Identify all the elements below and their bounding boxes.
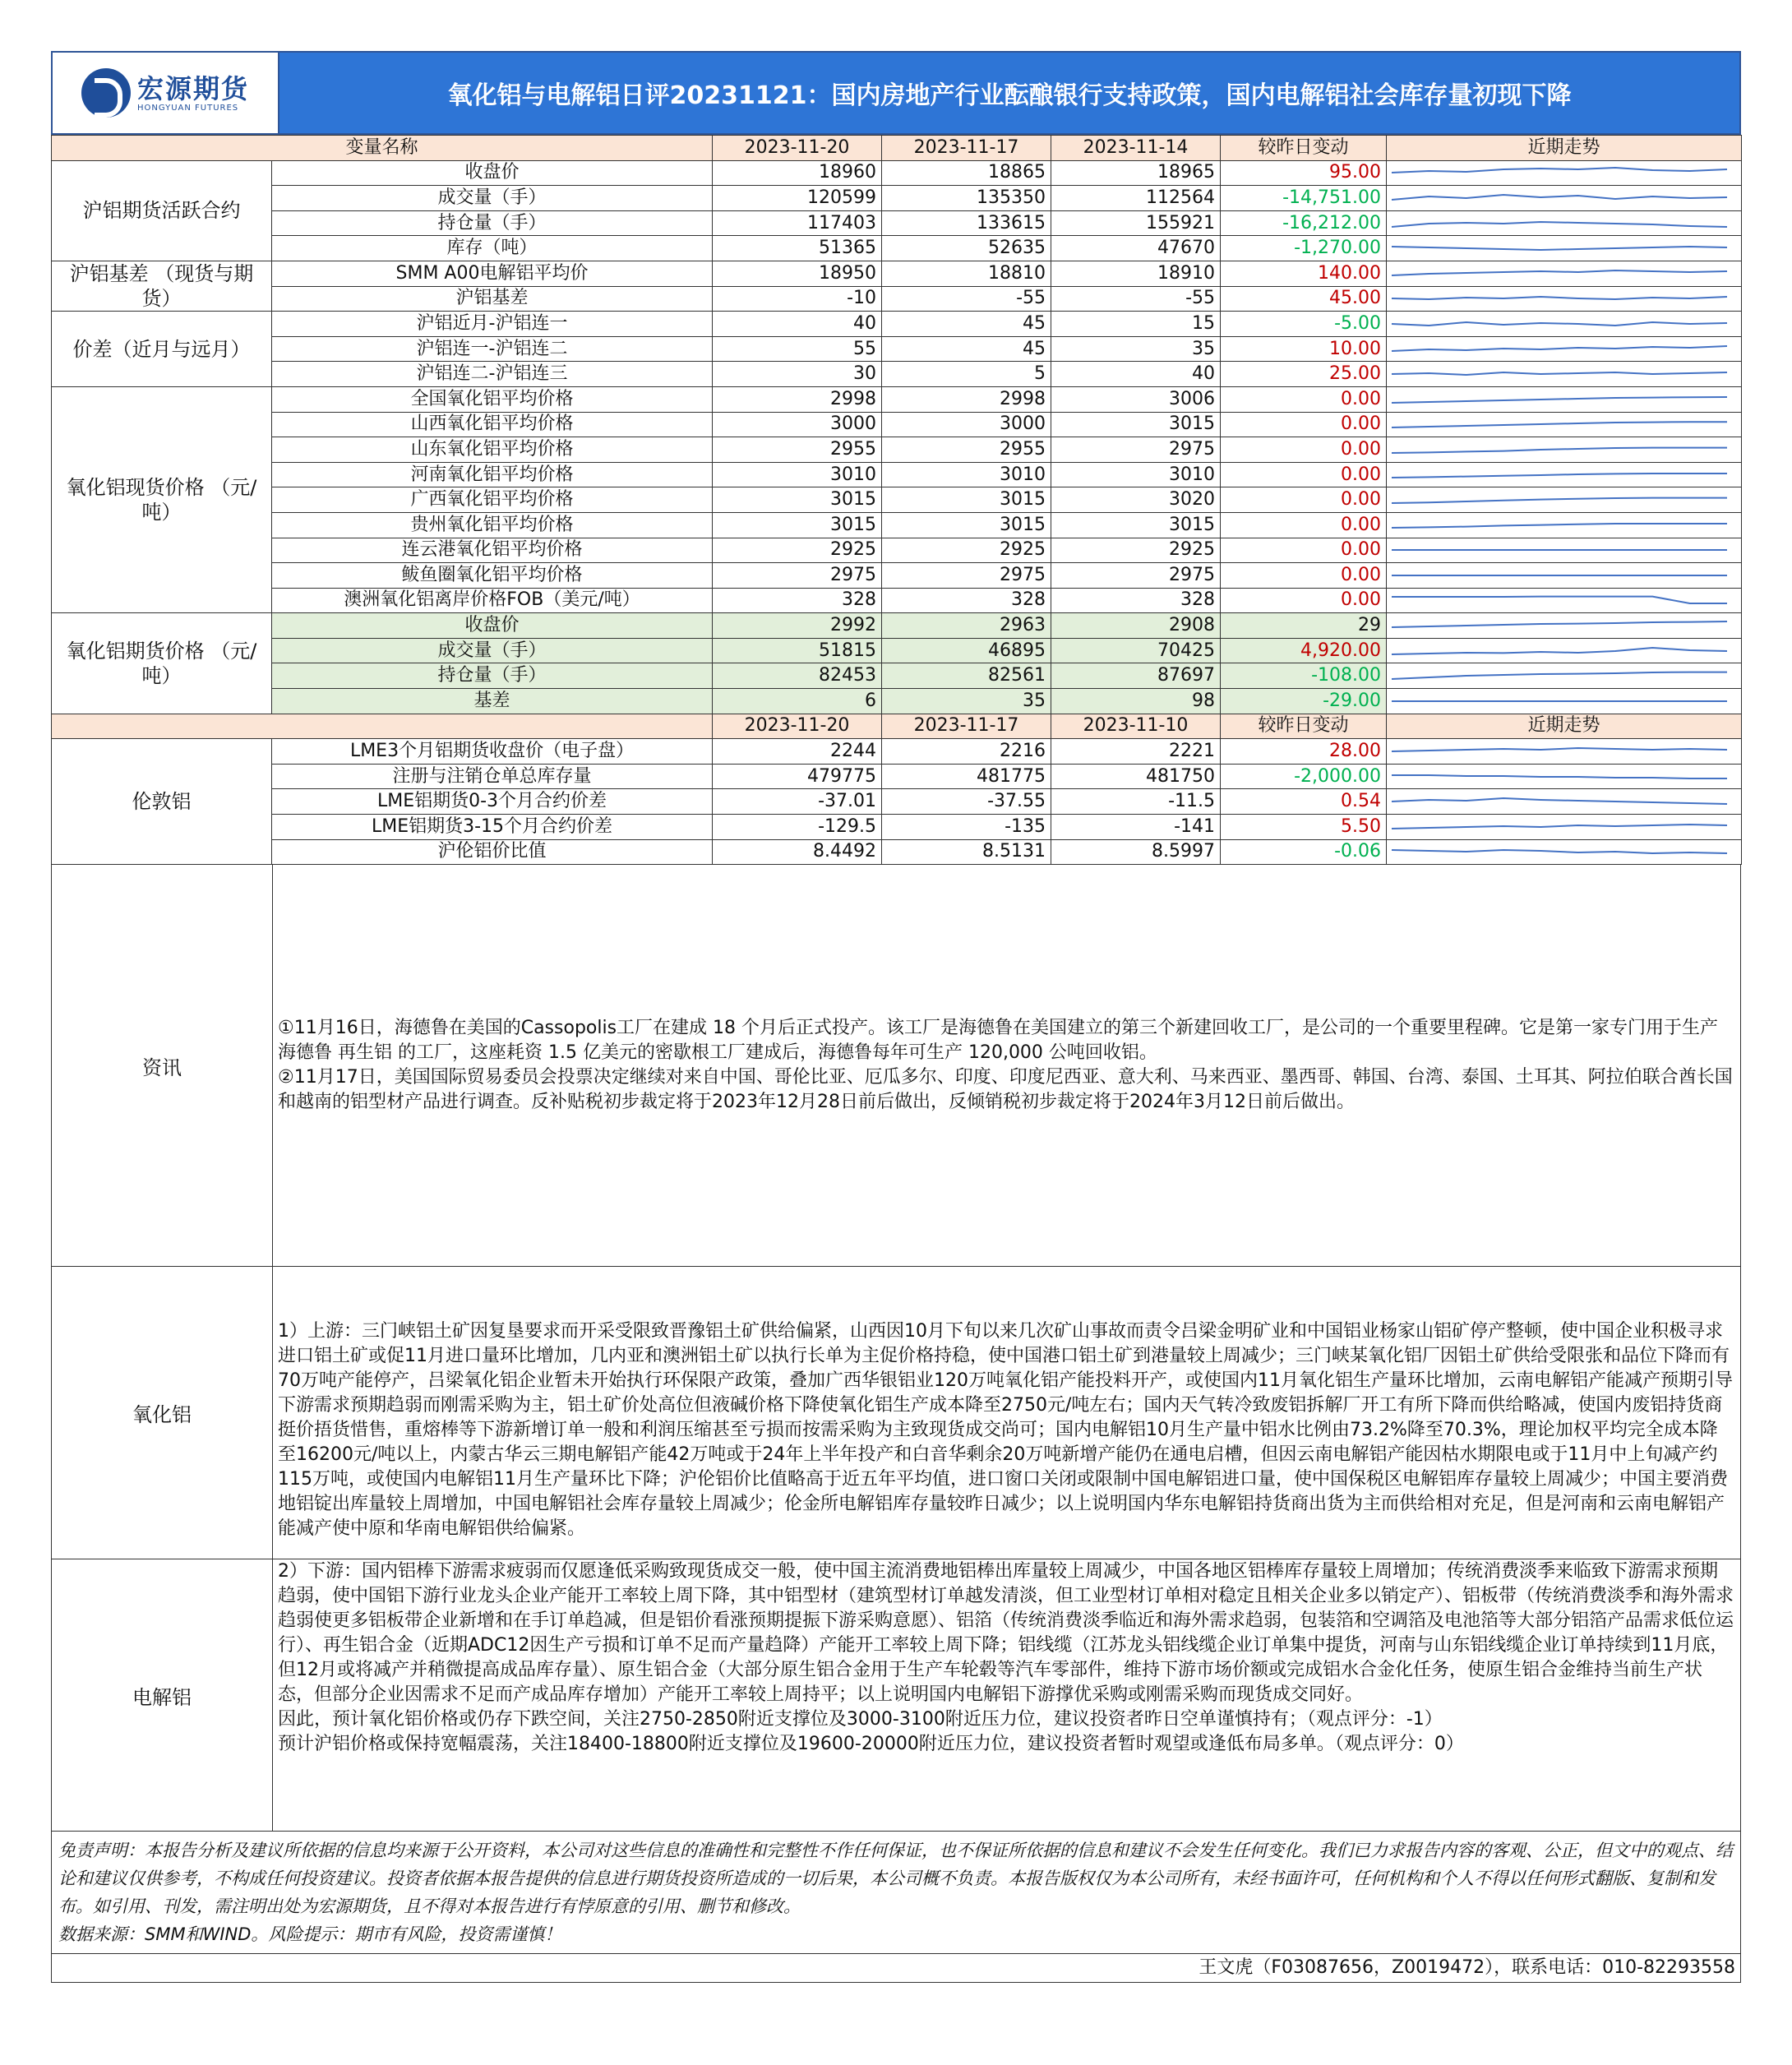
row-name: LME铝期货0-3个月合约价差 bbox=[272, 789, 713, 815]
sparkline-path bbox=[1392, 168, 1727, 173]
trend-sparkline bbox=[1387, 663, 1742, 689]
value-cell: 3010 bbox=[882, 462, 1051, 487]
row-name: 沪铝近月-沪铝连一 bbox=[272, 312, 713, 337]
column-header-var bbox=[52, 714, 713, 739]
value-cell: 82453 bbox=[713, 663, 882, 689]
row-name: 山西氧化铝平均价格 bbox=[272, 412, 713, 437]
table-row bbox=[52, 764, 1742, 789]
trend-sparkline bbox=[1387, 210, 1742, 236]
group-label: 价差（近月与远月） bbox=[52, 312, 272, 387]
sparkline-path bbox=[1392, 672, 1727, 679]
row-name: 广西氧化铝平均价格 bbox=[272, 487, 713, 513]
value-cell: -37.01 bbox=[713, 789, 882, 815]
value-cell: -11.5 bbox=[1051, 789, 1221, 815]
trend-sparkline bbox=[1387, 613, 1742, 639]
alumina-section bbox=[51, 1267, 1741, 1559]
news-text: ①11月16日，海德鲁在美国的Cassopolis工厂在建成 18 个月后正式投产。该工厂是海德鲁在美国建立的第三个新建回收工厂，是公司的一个重要里程碑。它是第一家专门用于生产海德鲁 再生铝 的工厂，这座耗资 1.5 亿美元的密歇根工厂建成后，海德鲁每年可生产 120,000 公吨回收铝。 ②11月17日，美国国际贸易委员会投票决定继续对来自中国、哥伦比亚、厄瓜多尔、印度、印度尼西亚、意大利、马来西亚、墨西哥、韩国、台湾、泰国、土耳其、阿拉伯联合酋长国和越南的铝型材产品进行调查。反补贴税初步裁定将于2023年12月28日前后做出，反倾销税初步裁定将于2024年3月12日前后做出。 bbox=[278, 1018, 1733, 1113]
change-cell: 0.00 bbox=[1221, 487, 1387, 513]
change-cell: 0.00 bbox=[1221, 588, 1387, 613]
change-cell: 95.00 bbox=[1221, 160, 1387, 186]
trend-sparkline bbox=[1387, 487, 1742, 513]
value-cell: 120599 bbox=[713, 186, 882, 211]
row-name: 库存（吨） bbox=[272, 236, 713, 261]
trend-sparkline bbox=[1387, 839, 1742, 865]
change-cell: 0.00 bbox=[1221, 437, 1387, 463]
value-cell: 2975 bbox=[1051, 437, 1221, 463]
row-name: 持仓量（手） bbox=[272, 663, 713, 689]
change-cell: -108.00 bbox=[1221, 663, 1387, 689]
table-row bbox=[52, 512, 1742, 538]
column-header-d3: 2023-11-14 bbox=[1051, 136, 1221, 161]
column-header-d2: 2023-11-17 bbox=[882, 714, 1051, 739]
value-cell: 30 bbox=[713, 362, 882, 387]
value-cell: 70425 bbox=[1051, 638, 1221, 663]
trend-sparkline bbox=[1387, 312, 1742, 337]
company-logo bbox=[53, 53, 279, 133]
change-cell: 140.00 bbox=[1221, 261, 1387, 286]
value-cell: -55 bbox=[1051, 286, 1221, 312]
table-row bbox=[52, 663, 1742, 689]
value-cell: 2925 bbox=[1051, 538, 1221, 563]
trend-sparkline bbox=[1387, 336, 1742, 362]
value-cell: 328 bbox=[882, 588, 1051, 613]
change-cell: -14,751.00 bbox=[1221, 186, 1387, 211]
row-name: LME铝期货3-15个月合约价差 bbox=[272, 815, 713, 840]
sparkline-path bbox=[1392, 322, 1727, 326]
trend-sparkline bbox=[1387, 261, 1742, 286]
change-cell: 0.00 bbox=[1221, 462, 1387, 487]
row-name: SMM A00电解铝平均价 bbox=[272, 261, 713, 286]
row-name: 收盘价 bbox=[272, 613, 713, 639]
disclaimer: 免责声明：本报告分析及建议所依据的信息均来源于公开资料，本公司对这些信息的准确性和完整性不作任何保证，也不保证所依据的信息和建议不会发生任何变化。我们已力求报告内容的客观、公正，但文中的观点、结论和建议仅供参考，不构成任何投资建议。投资者依据本报告提供的信息进行期货投资所造成的一切后果，本公司概不负责。本报告版权仅为本公司所有，未经书面许可，任何机构和个人不得以任何形式翻版、复制和发布。如引用、刊发，需注明出处为宏源期货，且不得对本报告进行有悖原意的引用、删节和修改。 数据来源：SMM和WIND。风险提示：期市有风险，投资需谨慎！ bbox=[51, 1832, 1741, 1954]
table-header-row bbox=[52, 714, 1742, 739]
trend-sparkline bbox=[1387, 186, 1742, 211]
value-cell: 481775 bbox=[882, 764, 1051, 789]
value-cell: 8.5997 bbox=[1051, 839, 1221, 865]
value-cell: 8.4492 bbox=[713, 839, 882, 865]
table-row bbox=[52, 839, 1742, 865]
group-label: 伦敦铝 bbox=[52, 739, 272, 865]
row-name: 山东氧化铝平均价格 bbox=[272, 437, 713, 463]
news-section bbox=[51, 865, 1741, 1267]
sparkline-path bbox=[1392, 775, 1727, 778]
value-cell: 2908 bbox=[1051, 613, 1221, 639]
value-cell: 87697 bbox=[1051, 663, 1221, 689]
sparkline-path bbox=[1392, 270, 1727, 275]
value-cell: 3015 bbox=[882, 487, 1051, 513]
value-cell: 15 bbox=[1051, 312, 1221, 337]
value-cell: 52635 bbox=[882, 236, 1051, 261]
value-cell: 35 bbox=[882, 689, 1051, 714]
trend-sparkline bbox=[1387, 538, 1742, 563]
value-cell: 46895 bbox=[882, 638, 1051, 663]
sparkline-path bbox=[1392, 195, 1727, 200]
value-cell: -135 bbox=[882, 815, 1051, 840]
table-row bbox=[52, 538, 1742, 563]
value-cell: 2925 bbox=[713, 538, 882, 563]
value-cell: 18965 bbox=[1051, 160, 1221, 186]
logo-name: 宏源期货 bbox=[136, 72, 249, 104]
value-cell: 6 bbox=[713, 689, 882, 714]
value-cell: 3020 bbox=[1051, 487, 1221, 513]
sparkline-path bbox=[1392, 247, 1727, 250]
sparkline-path bbox=[1392, 498, 1727, 503]
value-cell: 3015 bbox=[713, 487, 882, 513]
trend-sparkline bbox=[1387, 789, 1742, 815]
value-cell: -129.5 bbox=[713, 815, 882, 840]
row-name: 持仓量（手） bbox=[272, 210, 713, 236]
value-cell: 3015 bbox=[713, 512, 882, 538]
sparkline-path bbox=[1392, 524, 1727, 528]
trend-sparkline bbox=[1387, 638, 1742, 663]
value-cell: 3000 bbox=[882, 412, 1051, 437]
value-cell: 18810 bbox=[882, 261, 1051, 286]
table-row bbox=[52, 815, 1742, 840]
value-cell: 2244 bbox=[713, 739, 882, 765]
value-cell: 2975 bbox=[1051, 563, 1221, 589]
column-header-d3: 2023-11-10 bbox=[1051, 714, 1221, 739]
table-row bbox=[52, 487, 1742, 513]
value-cell: 51815 bbox=[713, 638, 882, 663]
value-cell: 2221 bbox=[1051, 739, 1221, 765]
table-row bbox=[52, 160, 1742, 186]
table-row bbox=[52, 563, 1742, 589]
value-cell: 8.5131 bbox=[882, 839, 1051, 865]
sparkline-path bbox=[1392, 798, 1727, 804]
table-header-row bbox=[52, 136, 1742, 161]
change-cell: 5.50 bbox=[1221, 815, 1387, 840]
row-name: 沪铝基差 bbox=[272, 286, 713, 312]
value-cell: -55 bbox=[882, 286, 1051, 312]
group-label: 沪铝期货活跃合约 bbox=[52, 160, 272, 261]
trend-sparkline bbox=[1387, 236, 1742, 261]
sparkline-path bbox=[1392, 397, 1727, 403]
trend-sparkline bbox=[1387, 362, 1742, 387]
value-cell: 2992 bbox=[713, 613, 882, 639]
sparkline-path bbox=[1392, 346, 1727, 351]
row-name: 收盘价 bbox=[272, 160, 713, 186]
electrolytic-text: 2）下游：国内铝棒下游需求疲弱而仅愿逢低采购致现货成交一般，使中国主流消费地铝棒出库量较上周减少，中国各地区铝棒库存量较上周增加；传统消费淡季来临致下游需求预期趋弱，使中国铝下游行业龙头企业产能开工率较上周下降，其中铝型材（建筑型材订单越发清淡，但工业型材订单相对稳定且相关企业多以销定产）、铝板带（传统消费淡季和海外需求趋弱使更多铝板带企业新增和在手订单趋减，但是铝价看涨预期提振下游采购意愿）、铝箔（传统消费淡季临近和海外需求趋弱，包装箔和空调箔及电池箔等大部分铝箔产品需求低位运行）、再生铝合金（近期ADC12因生产亏损和订单不足而产量趋降）产能开工率较上周下降；铝线缆（江苏龙头铝线缆企业订单集中提货，河南与山东铝线缆企业订单持续到11月底，但12月或将减产并稍微提高成品库存量）、原生铝合金（大部分原生铝合金用于生产车轮毂等汽车零部件，维持下游市场价额或完成铝水合金化任务，使原生铝合金维持当前生产状态，但部分企业因需求不足而产成品库存增加）产能开工率较上周持平；以上说明国内电解铝下游撑优采购或刚需采购而现货成交同好。 因此，预计氧化铝价格或仍存下跌空间，关注2750-2850附近支撑位及3000-3100附近压力位，建议投资者昨日空单谨慎持有；（观点评分：-1） 预计沪铝价格或保持宽幅震荡，关注18400-18800附近支撑位及19600-20000附近压力位，建议投资者暂时观望或逢低布局多单。（观点评分：0） bbox=[278, 1561, 1734, 1755]
column-header-chg: 较昨日变动 bbox=[1221, 136, 1387, 161]
value-cell: 135350 bbox=[882, 186, 1051, 211]
row-name: 成交量（手） bbox=[272, 638, 713, 663]
table-row bbox=[52, 312, 1742, 337]
report-header bbox=[51, 51, 1741, 135]
value-cell: 18865 bbox=[882, 160, 1051, 186]
value-cell: 481750 bbox=[1051, 764, 1221, 789]
change-cell: 0.00 bbox=[1221, 386, 1387, 412]
change-cell: -2,000.00 bbox=[1221, 764, 1387, 789]
value-cell: 3015 bbox=[882, 512, 1051, 538]
sparkline-path bbox=[1392, 850, 1727, 853]
table-row bbox=[52, 261, 1742, 286]
trend-sparkline bbox=[1387, 764, 1742, 789]
table-row bbox=[52, 286, 1742, 312]
sparkline-path bbox=[1392, 748, 1727, 751]
value-cell: 2955 bbox=[713, 437, 882, 463]
value-cell: 40 bbox=[1051, 362, 1221, 387]
news-label: 资讯 bbox=[52, 865, 273, 1266]
row-name: 注册与注销仓单总库存量 bbox=[272, 764, 713, 789]
trend-sparkline bbox=[1387, 512, 1742, 538]
row-name: 全国氧化铝平均价格 bbox=[272, 386, 713, 412]
value-cell: 3000 bbox=[713, 412, 882, 437]
trend-sparkline bbox=[1387, 412, 1742, 437]
alumina-text: 1）上游：三门峡铝土矿因复垦要求而开采受限致晋豫铝土矿供给偏紧，山西因10月下旬以来几次矿山事故而责令吕梁金明矿业和中国铝业杨家山铝矿停产整顿，使中国企业积极寻求进口铝土矿或促11月进口量环比增加，几内亚和澳洲铝土矿以执行长单为主促价格持稳，使中国港口铝土矿到港量较上周减少；三门峡某氧化铝厂因铝土矿供给受限张和品位下降而有70万吨产能停产，吕梁氧化铝企业暂未开始执行环保限产政策，叠加广西华银铝业120万吨氧化铝产能投料开产，或使国内11月氧化铝生产量环比增加，云南电解铝产能减产预期引导下游需求预期趋弱而刚需采购为主，铝土矿价处高位但液碱价格下降使氧化铝生产成本降至2750元/吨左右；国内天气转冷致废铝拆解厂开工有所下降而供给略减，使国内废铝持货商挺价捂货惜售，重熔棒等下游新增订单一般和利润压缩甚至亏损而按需采购为主致现货成交尚可；国内电解铝10月生产量中铝水比例由73.2%降至70.3%，理论加权平均完全成本降至16200元/吨以上，内蒙古华云三期电解铝产能42万吨或于24年上半年投产和白音华剩余20万吨新增产能仍在通电启槽，但因云南电解铝产能因枯水期限电或于11月中上旬减产约115万吨，或使国内电解铝11月生产量环比下降；沪伦铝价比值略高于近五年平均值，进口窗口关闭或限制中国电解铝进口量，使中国保税区电解铝库存量较上周减少；中国主要消费地铝锭出库量较上周增加，中国电解铝社会库存量较上周减少；伦金所电解铝库存量较昨日减少；以上说明国内华东电解铝持货商出货为主而供给相对充足，但是河南和云南电解铝产能减产使中原和华南电解铝供给偏紧。 bbox=[278, 1321, 1733, 1540]
value-cell: 98 bbox=[1051, 689, 1221, 714]
group-label: 氧化铝期货价格 （元/吨） bbox=[52, 613, 272, 714]
value-cell: -10 bbox=[713, 286, 882, 312]
trend-sparkline bbox=[1387, 437, 1742, 463]
column-header-d1: 2023-11-20 bbox=[713, 136, 882, 161]
value-cell: 2955 bbox=[882, 437, 1051, 463]
data-table bbox=[51, 135, 1742, 865]
change-cell: 45.00 bbox=[1221, 286, 1387, 312]
value-cell: 328 bbox=[1051, 588, 1221, 613]
electrolytic-section bbox=[51, 1559, 1741, 1832]
row-name: 沪铝连二-沪铝连三 bbox=[272, 362, 713, 387]
row-name: 成交量（手） bbox=[272, 186, 713, 211]
value-cell: 117403 bbox=[713, 210, 882, 236]
column-header-trend: 近期走势 bbox=[1387, 136, 1742, 161]
row-name: 贵州氧化铝平均价格 bbox=[272, 512, 713, 538]
trend-sparkline bbox=[1387, 739, 1742, 765]
table-row bbox=[52, 236, 1742, 261]
row-name: 沪铝连一-沪铝连二 bbox=[272, 336, 713, 362]
sparkline-path bbox=[1392, 474, 1727, 478]
value-cell: 133615 bbox=[882, 210, 1051, 236]
table-row bbox=[52, 739, 1742, 765]
change-cell: -16,212.00 bbox=[1221, 210, 1387, 236]
value-cell: 2975 bbox=[882, 563, 1051, 589]
table-row bbox=[52, 210, 1742, 236]
value-cell: 2975 bbox=[713, 563, 882, 589]
value-cell: 5 bbox=[882, 362, 1051, 387]
value-cell: 3010 bbox=[713, 462, 882, 487]
value-cell: 112564 bbox=[1051, 186, 1221, 211]
row-name: 连云港氧化铝平均价格 bbox=[272, 538, 713, 563]
change-cell: 25.00 bbox=[1221, 362, 1387, 387]
table-row bbox=[52, 689, 1742, 714]
value-cell: 18910 bbox=[1051, 261, 1221, 286]
table-row bbox=[52, 588, 1742, 613]
sparkline-path bbox=[1392, 648, 1727, 654]
sparkline-path bbox=[1392, 597, 1727, 603]
row-name: 澳洲氧化铝离岸价格FOB（美元/吨） bbox=[272, 588, 713, 613]
table-row bbox=[52, 186, 1742, 211]
change-cell: 4,920.00 bbox=[1221, 638, 1387, 663]
row-name: LME3个月铝期货收盘价（电子盘） bbox=[272, 739, 713, 765]
group-label: 氧化铝现货价格 （元/吨） bbox=[52, 386, 272, 612]
value-cell: 2925 bbox=[882, 538, 1051, 563]
table-row bbox=[52, 336, 1742, 362]
value-cell: 82561 bbox=[882, 663, 1051, 689]
table-row bbox=[52, 437, 1742, 463]
value-cell: 18950 bbox=[713, 261, 882, 286]
trend-sparkline bbox=[1387, 386, 1742, 412]
table-row bbox=[52, 362, 1742, 387]
table-row bbox=[52, 789, 1742, 815]
value-cell: 45 bbox=[882, 336, 1051, 362]
value-cell: 2998 bbox=[713, 386, 882, 412]
group-label: 沪铝基差 （现货与期货） bbox=[52, 261, 272, 311]
column-header-chg: 较昨日变动 bbox=[1221, 714, 1387, 739]
sparkline-path bbox=[1392, 372, 1727, 375]
row-name: 河南氧化铝平均价格 bbox=[272, 462, 713, 487]
value-cell: 3015 bbox=[1051, 412, 1221, 437]
trend-sparkline bbox=[1387, 815, 1742, 840]
alumina-label: 氧化铝 bbox=[52, 1267, 273, 1559]
trend-sparkline bbox=[1387, 689, 1742, 714]
table-row bbox=[52, 638, 1742, 663]
table-row bbox=[52, 462, 1742, 487]
report-title: 氧化铝与电解铝日评20231121：国内房地产行业酝酿银行支持政策，国内电解铝社会库存量初现下降 bbox=[447, 81, 1572, 110]
column-header-d2: 2023-11-17 bbox=[882, 136, 1051, 161]
column-header-d1: 2023-11-20 bbox=[713, 714, 882, 739]
value-cell: 18960 bbox=[713, 160, 882, 186]
change-cell: 10.00 bbox=[1221, 336, 1387, 362]
value-cell: -37.55 bbox=[882, 789, 1051, 815]
value-cell: 40 bbox=[713, 312, 882, 337]
sparkline-path bbox=[1392, 423, 1727, 428]
value-cell: 3006 bbox=[1051, 386, 1221, 412]
table-row bbox=[52, 386, 1742, 412]
change-cell: 0.00 bbox=[1221, 512, 1387, 538]
change-cell: 0.00 bbox=[1221, 563, 1387, 589]
trend-sparkline bbox=[1387, 588, 1742, 613]
change-cell: 28.00 bbox=[1221, 739, 1387, 765]
value-cell: 2216 bbox=[882, 739, 1051, 765]
value-cell: 51365 bbox=[713, 236, 882, 261]
value-cell: 45 bbox=[882, 312, 1051, 337]
value-cell: 2998 bbox=[882, 386, 1051, 412]
sparkline-path bbox=[1392, 825, 1727, 829]
change-cell: 0.00 bbox=[1221, 412, 1387, 437]
value-cell: -141 bbox=[1051, 815, 1221, 840]
row-name: 基差 bbox=[272, 689, 713, 714]
change-cell: -1,270.00 bbox=[1221, 236, 1387, 261]
column-header-var: 变量名称 bbox=[52, 136, 713, 161]
value-cell: 55 bbox=[713, 336, 882, 362]
value-cell: 479775 bbox=[713, 764, 882, 789]
logo-mark-icon bbox=[81, 68, 131, 118]
change-cell: 0.54 bbox=[1221, 789, 1387, 815]
change-cell: 29 bbox=[1221, 613, 1387, 639]
row-name: 沪伦铝价比值 bbox=[272, 839, 713, 865]
logo-name-en: HONGYUAN FUTURES bbox=[136, 103, 239, 113]
value-cell: 2963 bbox=[882, 613, 1051, 639]
change-cell: -29.00 bbox=[1221, 689, 1387, 714]
table-row bbox=[52, 613, 1742, 639]
trend-sparkline bbox=[1387, 563, 1742, 589]
value-cell: 155921 bbox=[1051, 210, 1221, 236]
value-cell: 3010 bbox=[1051, 462, 1221, 487]
electrolytic-label: 电解铝 bbox=[52, 1559, 273, 1831]
sparkline-path bbox=[1392, 448, 1727, 453]
row-name: 鲅鱼圈氧化铝平均价格 bbox=[272, 563, 713, 589]
trend-sparkline bbox=[1387, 286, 1742, 312]
value-cell: 3015 bbox=[1051, 512, 1221, 538]
column-header-trend: 近期走势 bbox=[1387, 714, 1742, 739]
value-cell: 47670 bbox=[1051, 236, 1221, 261]
trend-sparkline bbox=[1387, 160, 1742, 186]
change-cell: -5.00 bbox=[1221, 312, 1387, 337]
value-cell: 328 bbox=[713, 588, 882, 613]
table-row bbox=[52, 412, 1742, 437]
analyst-contact: 王文虎（F03087656，Z0019472），联系电话：010-82293558 bbox=[51, 1954, 1741, 1983]
sparkline-path bbox=[1392, 621, 1727, 627]
sparkline-path bbox=[1392, 222, 1727, 227]
sparkline-path bbox=[1392, 297, 1727, 299]
change-cell: 0.00 bbox=[1221, 538, 1387, 563]
value-cell: 35 bbox=[1051, 336, 1221, 362]
change-cell: -0.06 bbox=[1221, 839, 1387, 865]
trend-sparkline bbox=[1387, 462, 1742, 487]
